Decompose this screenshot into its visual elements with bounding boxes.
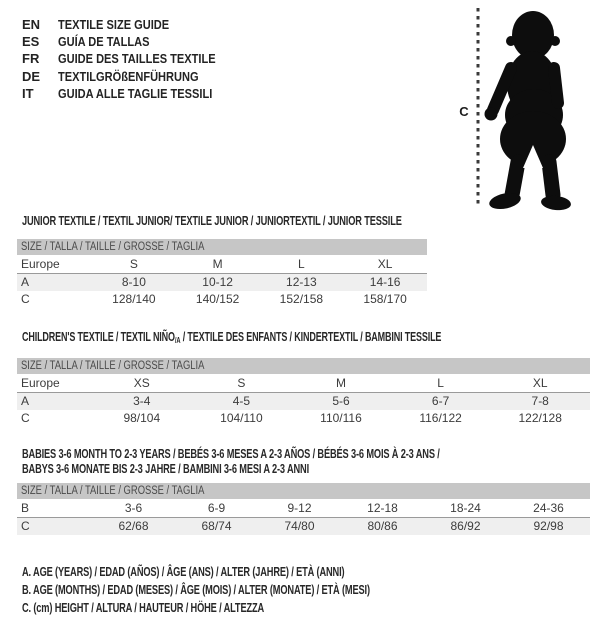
cell: 14-16 [369, 275, 401, 289]
babies-size-table [17, 483, 590, 535]
cell: XL [343, 255, 427, 274]
cell: L [391, 374, 491, 393]
lang-code: EN [22, 17, 41, 32]
cell: 116/122 [419, 411, 462, 425]
cell: 12-18 [341, 499, 424, 518]
cell: 10-12 [202, 275, 233, 289]
cell: 158/170 [363, 292, 407, 306]
cell: 8-10 [121, 275, 146, 289]
cell: S [92, 255, 176, 274]
cell: 9-12 [258, 499, 341, 518]
cell: 80/86 [367, 519, 398, 533]
baby-silhouette [455, 4, 590, 214]
cell: M [291, 374, 391, 393]
row-label: Europe [17, 374, 92, 393]
size-header-label: SIZE / TALLA / TAILLE / GRÖSSE / TAGLIA [21, 241, 205, 253]
cell: XS [92, 374, 192, 393]
cell: 128/140 [112, 292, 156, 306]
cell: 4-5 [232, 394, 251, 408]
footnote-b: B. AGE (MONTHS) / EDAD (MESES) / ÂGE (MOIS) / ALTER (MONATE) / ETÀ (MESI) [22, 583, 370, 597]
cell: 62/68 [118, 519, 149, 533]
lang-row-de [22, 68, 243, 85]
height-figure [455, 4, 590, 214]
lang-label: GUIDA ALLE TAGLIE TESSILI [58, 85, 213, 101]
table-row [17, 518, 590, 536]
junior-size-table [17, 239, 427, 308]
table-row [17, 499, 590, 518]
table-row [17, 410, 590, 427]
lang-label: TEXTILE SIZE GUIDE [58, 17, 170, 32]
children-size-table [17, 358, 590, 427]
cell: 98/104 [123, 411, 161, 425]
table-row [17, 291, 427, 308]
cell: 12-13 [286, 275, 317, 289]
baby-silhouette-shape [485, 11, 572, 212]
height-measure-label: C [459, 104, 469, 119]
cell: 5-6 [332, 394, 350, 408]
cell: 6-7 [431, 394, 450, 408]
cell: 18-24 [424, 499, 507, 518]
cell: 140/152 [195, 292, 240, 306]
footnotes [22, 563, 590, 617]
cell: 68/74 [201, 519, 232, 533]
row-label: B [17, 499, 92, 518]
table-row [17, 255, 427, 274]
children-table-title: CHILDREN'S TEXTILE / TEXTIL $NIÑO_{/A}$ / TEXTILE DES ENFANTS / KINDERTEXTIL / BAMBINI TESSILE [22, 330, 442, 345]
cell: 110/116 [320, 411, 362, 425]
cell: L [260, 255, 344, 274]
lang-row-fr [22, 50, 243, 67]
footnote-c: C. (cm) HEIGHT / ALTURA / HAUTEUR / HÖHE / ALTEZZA [22, 601, 265, 615]
lang-row-it [22, 85, 243, 102]
lang-label: GUÍA DE TALLAS [58, 34, 150, 50]
lang-code: IT [22, 85, 34, 101]
table-row [17, 374, 590, 393]
lang-label: TEXTILGRÖßENFÜHRUNG [58, 68, 199, 84]
lang-code: DE [22, 68, 41, 84]
cell: XL [490, 374, 590, 393]
row-label: A [21, 275, 30, 289]
cell: 104/110 [220, 411, 263, 425]
row-label: C [21, 519, 30, 533]
cell: 74/80 [284, 519, 315, 533]
size-header-row [17, 483, 590, 499]
babies-table-title: BABIES 3-6 MONTH TO 2-3 YEARS / BEBÉS 3-6 MESES A 2-3 AÑOS / BÉBÉS 3-6 MOIS À 2-3 ANS / BABYS 3-6 MONATE BIS 2-3 JAHRE / BAMBINI 3-6 MESI A 2-3 ANNI [22, 447, 440, 476]
cell: 6-9 [175, 499, 258, 518]
lang-code: ES [22, 34, 40, 50]
table-row [17, 274, 427, 292]
cell: M [176, 255, 260, 274]
row-label: A [21, 394, 30, 408]
size-header-label: SIZE / TALLA / TAILLE / GRÖSSE / TAGLIA [21, 360, 205, 372]
size-header-row [17, 239, 427, 255]
junior-table-title: JUNIOR TEXTILE / TEXTIL JUNIOR/ TEXTILE JUNIOR / JUNIORTEXTIL / JUNIOR TESSILE [22, 214, 402, 228]
lang-row-en [22, 16, 243, 33]
lang-row-es [22, 33, 243, 50]
footnote-a: A. AGE (YEARS) / EDAD (AÑOS) / ÂGE (ANS) / ALTER (JAHRE) / ETÀ (ANNI) [22, 565, 345, 579]
cell: 86/92 [450, 519, 481, 533]
size-header-label: SIZE / TALLA / TAILLE / GRÖSSE / TAGLIA [21, 485, 205, 497]
size-guide-content [17, 214, 590, 617]
lang-label: GUIDE DES TAILLES TEXTILE [58, 51, 216, 67]
cell: 152/158 [279, 292, 324, 306]
cell: 7-8 [531, 394, 549, 408]
row-label: C [21, 292, 30, 306]
lang-code: FR [22, 51, 40, 67]
language-header [22, 16, 243, 102]
size-header-row [17, 358, 590, 374]
cell: 3-6 [92, 499, 175, 518]
table-row [17, 393, 590, 411]
cell: S [192, 374, 292, 393]
title-subscript: /A [174, 336, 181, 345]
cell: 3-4 [133, 394, 151, 408]
cell: 92/98 [533, 519, 564, 533]
row-label: C [21, 411, 30, 425]
cell: 122/128 [518, 411, 562, 425]
row-label: Europe [17, 255, 92, 274]
cell: 24-36 [507, 499, 590, 518]
